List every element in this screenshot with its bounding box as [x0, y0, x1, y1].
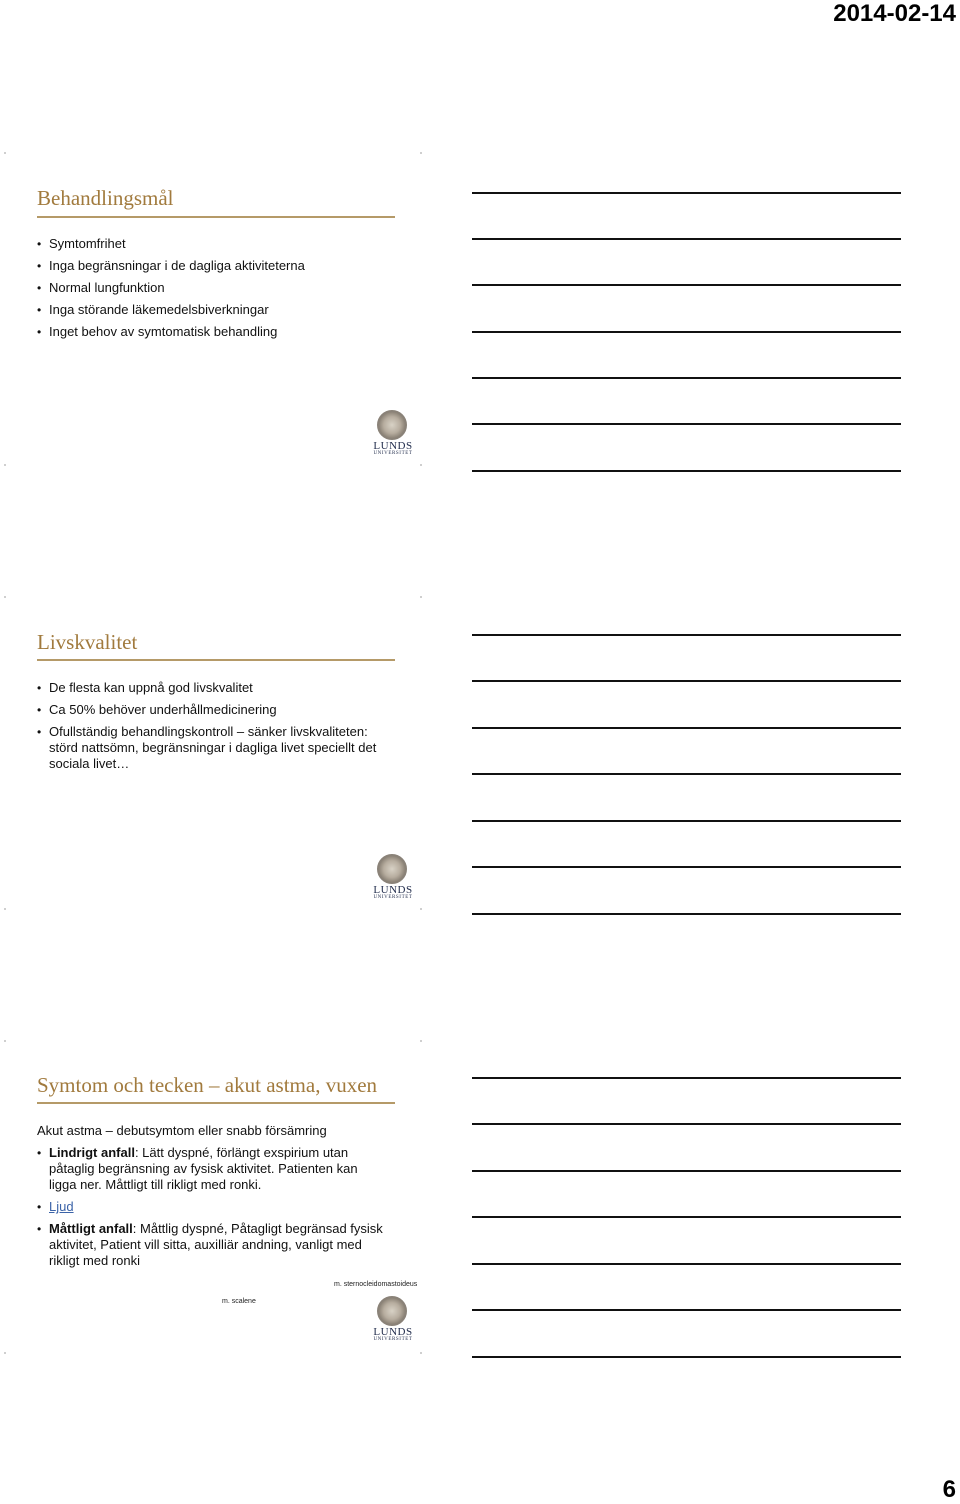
logo-name: LUNDS: [373, 1326, 413, 1338]
note-line: [472, 1263, 901, 1265]
header-date: 2014-02-14: [833, 0, 956, 27]
note-line: [472, 634, 901, 636]
slide-livskvalitet: [0, 630, 440, 1030]
note-line: [472, 820, 901, 822]
bullet-bold: Lindrigt anfall: [49, 1145, 135, 1160]
note-line: [472, 423, 901, 425]
bullet-item: [37, 1199, 387, 1215]
corner-mark: [4, 596, 6, 598]
note-line: [472, 1077, 901, 1079]
lunds-university-logo: [372, 1296, 414, 1344]
note-line: [472, 284, 901, 286]
bullet-bold: Måttligt anfall: [49, 1221, 133, 1236]
ljud-link[interactable]: Ljud: [49, 1199, 74, 1214]
note-line: [472, 1216, 901, 1218]
corner-mark: [420, 1040, 422, 1042]
note-line: [472, 377, 901, 379]
corner-mark: [420, 152, 422, 154]
bullet-item: • Inga begränsningar i de dagliga aktiviteterna: [37, 258, 387, 274]
note-line: [472, 866, 901, 868]
bullet-list: [37, 236, 387, 346]
logo-name: LUNDS: [373, 440, 413, 452]
slide-intro: Akut astma – debutsymtom eller snabb försämring: [37, 1123, 327, 1138]
corner-mark: [420, 1352, 422, 1354]
slide-behandlingsmal: [0, 186, 440, 586]
slide-title: Symtom och tecken – akut astma, vuxen: [37, 1073, 378, 1097]
note-line: [472, 238, 901, 240]
slide-title: Livskvalitet: [37, 630, 138, 654]
logo-subname: UNIVERSITET: [373, 1337, 413, 1342]
bullet-item: • Ca 50% behöver underhållmedicinering: [37, 702, 387, 718]
title-divider: [37, 659, 395, 661]
bullet-text: : Måttlig dyspné, Påtagligt begränsad fysisk aktivitet, Patient vill sitta, auxilliär andning, vanligt med rikligt med ronki: [49, 1221, 383, 1268]
bullet-item: • Inga störande läkemedelsbiverkningar: [37, 302, 387, 318]
bullet-item: [37, 1221, 387, 1269]
slide-symtom-akut-astma: [0, 1073, 440, 1473]
university-seal-icon: [377, 410, 407, 440]
corner-mark: [4, 908, 6, 910]
logo-subname: UNIVERSITET: [373, 895, 413, 900]
note-line: [472, 470, 901, 472]
label-scalene: m. scalene: [222, 1298, 256, 1305]
bullet-item: • Normal lungfunktion: [37, 280, 387, 296]
note-line: [472, 773, 901, 775]
note-line: [472, 331, 901, 333]
note-line: [472, 1170, 901, 1172]
corner-mark: [420, 596, 422, 598]
title-divider: [37, 216, 395, 218]
university-seal-icon: [377, 1296, 407, 1326]
bullet-item: [37, 1145, 387, 1193]
slide-title: Behandlingsmål: [37, 186, 174, 210]
note-line: [472, 1356, 901, 1358]
bullet-text: : Lätt dyspné, förlängt exspirium utan påtaglig begränsning av fysisk aktivitet. Patienten kan ligga ner. Måttligt till rikligt med ronki.: [49, 1145, 358, 1192]
note-line: [472, 680, 901, 682]
page-number: 6: [942, 1476, 956, 1503]
bullet-item: • De flesta kan uppnå god livskvalitet: [37, 680, 387, 696]
bullet-item: • Symtomfrihet: [37, 236, 387, 252]
note-line: [472, 913, 901, 915]
corner-mark: [420, 464, 422, 466]
bullet-item: • Inget behov av symtomatisk behandling: [37, 324, 387, 340]
note-line: [472, 1309, 901, 1311]
note-line: [472, 1123, 901, 1125]
logo-name: LUNDS: [373, 884, 413, 896]
corner-mark: [4, 464, 6, 466]
corner-mark: [4, 1040, 6, 1042]
logo-subname: UNIVERSITET: [373, 451, 413, 456]
label-sternocleidomastoideus: m. sternocleidomastoideus: [334, 1281, 418, 1288]
bullet-list: [37, 1145, 387, 1275]
bullet-list: [37, 680, 387, 778]
note-line: [472, 727, 901, 729]
lunds-university-logo: [372, 854, 414, 902]
title-divider: [37, 1102, 395, 1104]
bullet-item: • Ofullständig behandlingskontroll – sänker livskvaliteten: störd nattsömn, begränsningar i dagliga livet speciellt det sociala livet…: [37, 724, 387, 772]
corner-mark: [4, 1352, 6, 1354]
lunds-university-logo: [372, 410, 414, 458]
corner-mark: [420, 908, 422, 910]
university-seal-icon: [377, 854, 407, 884]
corner-mark: [4, 152, 6, 154]
note-line: [472, 192, 901, 194]
